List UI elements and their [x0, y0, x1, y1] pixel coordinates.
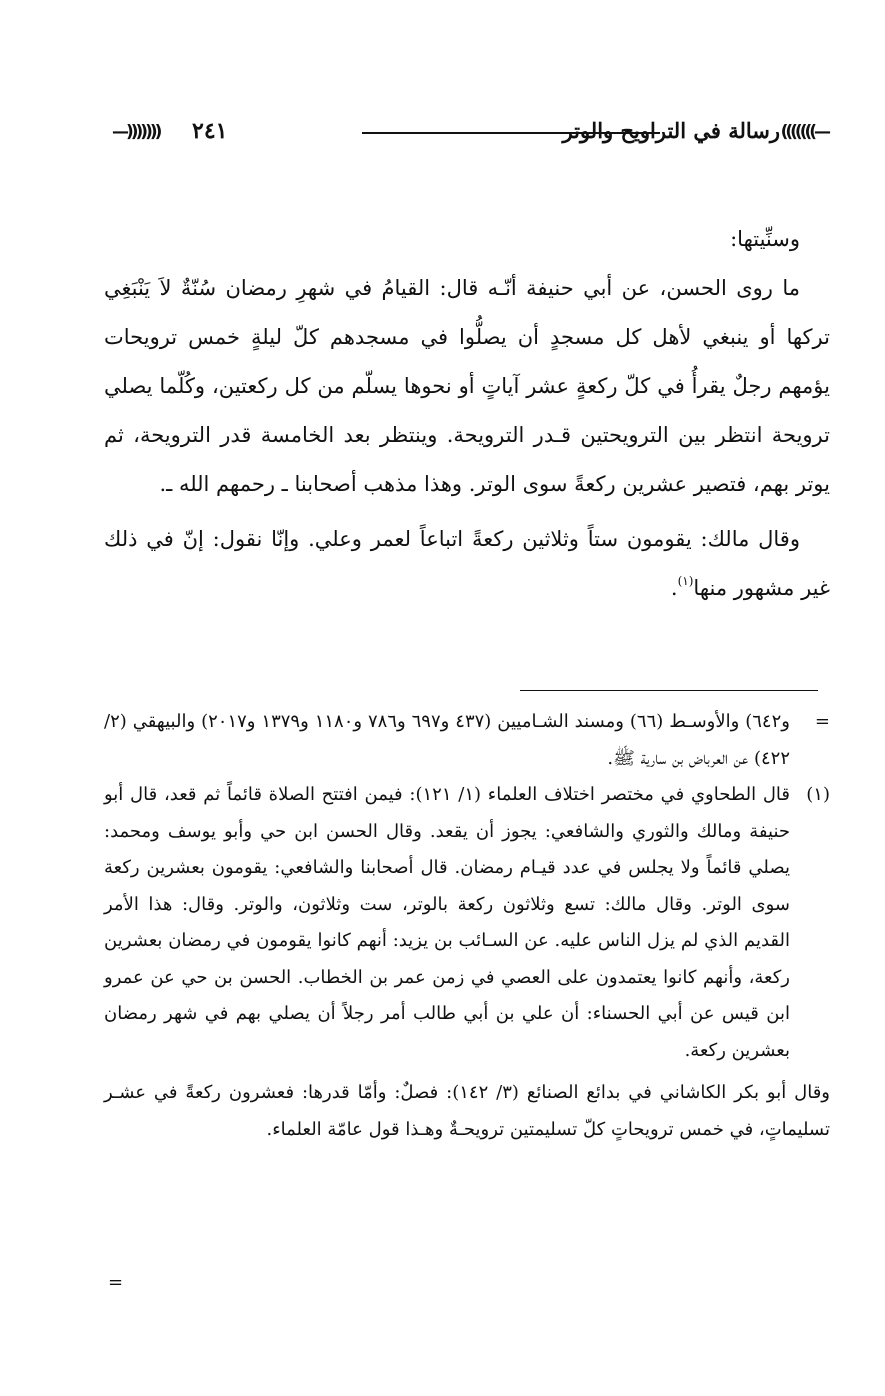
footnote-ref-1: (١) [677, 574, 694, 588]
footnotes [104, 704, 830, 1148]
main-text [104, 215, 830, 613]
header-ornament-right: (((((((— [780, 122, 828, 142]
footnote-continuation [104, 704, 830, 777]
footnote-1-paragraph-2 [104, 1075, 830, 1148]
footnote-separator [520, 690, 818, 691]
body-paragraph-2-end: . [670, 576, 678, 600]
footnote-1-mark: (١) [806, 784, 830, 805]
header-rule [362, 132, 660, 134]
footnote-1-text: قال الطحاوي في مختصر اختلاف العلماء (١/ ١٢١): فيمن افتتح الصلاة قائماً ثم قعد، قال أبو حنيفة ومالك والثوري والشافعي: يجوز أن يقعد. وقال الحسن ابن حي وأبو يوسف ومحمد: يصلي قائماً ولا يجلس في عدد قيـام رمضان. قال أصحابنا والشافعي: يقومون بعشرين ركعة سوى الوتر. وقال مالك: تسع وثلاثون ركعة بالوتر، ست وثلاثون، والوتر. وقال: هذا الأمر القديم الذي لم يزل الناس عليه. عن السـائب بن يزيد: أنهم كانوا يقومون في رمضان بعشرين ركعة، وأنهم كانوا يعتمدون على العصي في زمن عمر بن الخطاب. الحسن بن حي عن عمرو ابن قيس عن أبي الحسناء: أن علي بن أبي طالب أمر رجلاً أن يصلي بهم في شهر رمضان بعشرين ركعة. [104, 784, 791, 1061]
continuation-text: و٦٤٢) والأوسـط (٦٦) ومسند الشـاميين (٤٣٧ و٦٩٧ و٧٨٦ و١١٨٠ و١٣٧٩ و٢٠١٧) والبيهقي (٢/ ٤٢٢) عن العرباض بن سارية ﷺ. [104, 711, 790, 769]
header-title: رسالة في التراويح والوتر [562, 118, 780, 143]
page-number: ٢٤١ [192, 118, 228, 144]
running-header [112, 112, 828, 152]
header-ornament-left: —))))))) [112, 122, 160, 142]
body-paragraph-2-text: وقال مالك: يقومون ستاً وثلاثين ركعةً اتباعاً لعمر وعلي. وإنّا نقول: إنّ في ذلك غير مشهور منها [104, 527, 830, 600]
footnote-1 [104, 777, 830, 1069]
continues-mark: = [108, 1272, 124, 1293]
body-paragraph-1: ما روى الحسن، عن أبي حنيفة أنّـه قال: القيامُ في شهرِ رمضان سُنّةٌ لاَ يَنْبَغِي تركها أو ينبغي لأهل كل مسجدٍ أن يصلُّوا في مسجدهم كلّ ليلةٍ خمس ترويحات يؤمهم رجلٌ يقرأُ في كلّ ركعةٍ عشر آياتٍ أو نحوها يسلّم من كل ركعتين، وكُلّما يصلي ترويحة انتظر بين الترويحتين قـدر الترويحة. وينتظر بعد الخامسة قدر الترويحة، ثم يوتر بهم، فتصير عشرين ركعةً سوى الوتر. وهذا مذهب أصحابنا ـ رحمهم الله ـ. [104, 276, 830, 496]
section-heading: وسنِّيتها: [730, 227, 800, 251]
footnote-1-paragraph-2-text: وقال أبو بكر الكاشاني في بدائع الصنائع (٣/ ١٤٢): فصلٌ: وأمّا قدرها: فعشرون ركعةً في عشـر تسليماتٍ، في خمس ترويحاتٍ كلّ تسليمتين ترويحـةٌ وهـذا قول عامّة العلماء. [104, 1082, 830, 1140]
continuation-mark: = [814, 711, 830, 732]
body-paragraph-2 [104, 515, 830, 613]
